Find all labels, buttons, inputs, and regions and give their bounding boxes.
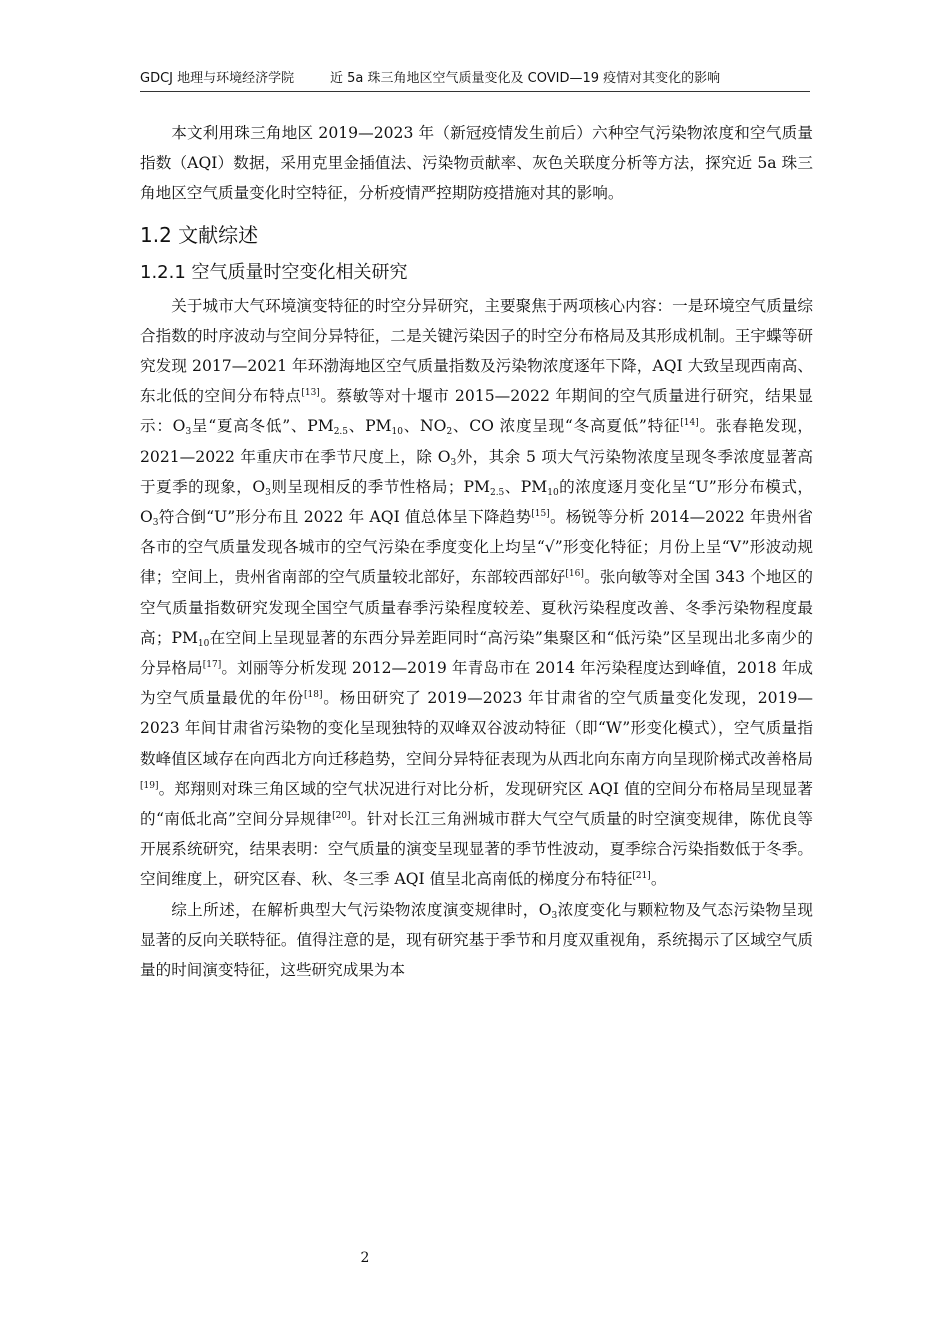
header-institution: GDCJ 地理与环境经济学院 (140, 71, 295, 86)
summary-paragraph (140, 895, 813, 986)
text-run: 。针对长江三角洲城市群大气空气质量的时空演变规律，陈优良等开展系统研究，结果表明：空气质量的演变呈现显著的季节性波动，夏季综合污染指数低于冬季。空间维度上，研究区春、秋、冬三季 AQI 值呈北高南低的梯度分布特征 (140, 810, 813, 889)
text-run: 。张向敏等对全国 343 个地区的空气质量指数研究发现全国空气质量春季污染程度较差、夏秋污染程度改善、冬季污染物程度最高；PM (140, 568, 813, 647)
citation-ref: [19] (140, 780, 159, 791)
citation-ref: [16] (565, 569, 584, 580)
intro-paragraph: 本文利用珠三角地区 2019—2023 年（新冠疫情发生前后）六种空气污染物浓度和空气质量指数（AQI）数据，采用克里金插值法、污染物贡献率、灰色关联度分析等方法，探究近 5a 珠三角地区空气质量变化时空特征，分析疫情严控期防疫措施对其的影响。 (140, 124, 813, 203)
citation-ref: [20] (332, 811, 351, 822)
citation-ref: [15] (531, 509, 550, 520)
subscript: 10 (197, 638, 210, 649)
text-run: 。郑翔则对珠三角区域的空气状况进行对比分析，发现研究区 AQI 值的空间分布格局呈现显著的“南低北高”空间分异规律 (140, 779, 813, 829)
text-run: 、CO 浓度呈现“冬高夏低”特征 (452, 417, 681, 436)
subscript: 2 (446, 427, 453, 438)
text-run: 在空间上呈现显著的东西分异差距同时“高污染”集聚区和“低污染”区呈现出北多南少的分异格局 (140, 628, 813, 678)
subscript: 3 (450, 457, 457, 468)
literature-paragraph (140, 291, 813, 895)
citation-ref: [14] (680, 418, 699, 429)
text-run: 的浓度逐月变化呈“U”形分布模式，O (140, 477, 813, 527)
text-run: 。张春艳发现，2021—2022 年重庆市在季节尺度上，除 O (140, 417, 813, 466)
text-run: 综上所述，在解析典型大气污染物浓度演变规律时，O (171, 900, 552, 919)
text-run: 呈“夏高冬低”、PM (191, 417, 334, 436)
text-run: 、PM (504, 477, 548, 496)
page-number: 2 (360, 1250, 370, 1266)
subscript: 3 (265, 487, 271, 498)
text-run: 。 (650, 870, 667, 889)
text-run: 。蔡敏等对十堰市 2015—2022 年期间的空气质量进行研究，结果显示：O (140, 387, 813, 436)
text-run: 。杨田研究了 2019—2023 年甘肃省的空气质量变化发现，2019—2023 年间甘肃省污染物的变化呈现独特的双峰双谷波动特征（即“W”形变化模式），空气质量指数峰值区域存在向西北方向迁移趋势，空间分异特征表现为从西北向东南方向呈现阶梯式改善格局 (140, 689, 813, 768)
subscript: 3 (185, 427, 192, 438)
subscript: 10 (391, 427, 403, 438)
citation-ref: [17] (202, 660, 222, 671)
text-run: 浓度变化与颗粒物及气态污染物呈现显著的反向关联特征。值得注意的是，现有研究基于季节和月度双重视角，系统揭示了区域空气质量的时间演变特征，这些研究成果为本 (140, 900, 813, 980)
subsection-heading: 1.2.1 空气质量时空变化相关研究 (140, 261, 408, 283)
section-heading: 1.2 文献综述 (140, 222, 259, 247)
subscript: 10 (547, 487, 559, 498)
text-run: 、NO (402, 417, 447, 436)
subscript: 2.5 (333, 427, 349, 438)
body-text (140, 118, 813, 985)
text-run: 。刘丽等分析发现 2012—2019 年青岛市在 2014 年污染程度达到峰值，2018 年成为空气质量最优的年份 (140, 659, 813, 708)
citation-ref: [18] (303, 690, 323, 701)
subscript: 3 (152, 518, 159, 529)
running-header (140, 70, 810, 92)
text-run: 符合倒“U”形分布且 2022 年 AQI 值总体呈下降趋势 (158, 508, 532, 527)
text-run: 则呈现相反的季节性格局；PM (270, 477, 490, 496)
subscript: 3 (551, 910, 558, 921)
text-run: 外，其余 5 项大气污染物浓度呈现冬季浓度显著高于夏季的现象，O (140, 447, 813, 496)
citation-ref: [13] (301, 388, 320, 399)
text-run: 。杨锐等分析 2014—2022 年贵州省各市的空气质量发现各城市的空气污染在季度变化上均呈“√”形变化特征；月份上呈“V”形波动规律；空间上，贵州省南部的空气质量较北部好，东部较西部好 (140, 508, 813, 587)
text-run: 关于城市大气环境演变特征的时空分异研究，主要聚焦于两项核心内容：一是环境空气质量综合指数的时序波动与空间分异特征，二是关键污染因子的时空分布格局及其形成机制。王宇蝶等研究发现 2017—2021 年环渤海地区空气质量指数及污染物浓度逐年下降，AQI 大致呈现西南高、东北低的空间分布特点 (140, 296, 813, 406)
subscript: 2.5 (489, 487, 505, 498)
citation-ref: [21] (632, 871, 651, 882)
header-paper-title: 近 5a 珠三角地区空气质量变化及 COVID—19 疫情对其变化的影响 (330, 71, 721, 86)
text-run: 、PM (348, 417, 392, 436)
